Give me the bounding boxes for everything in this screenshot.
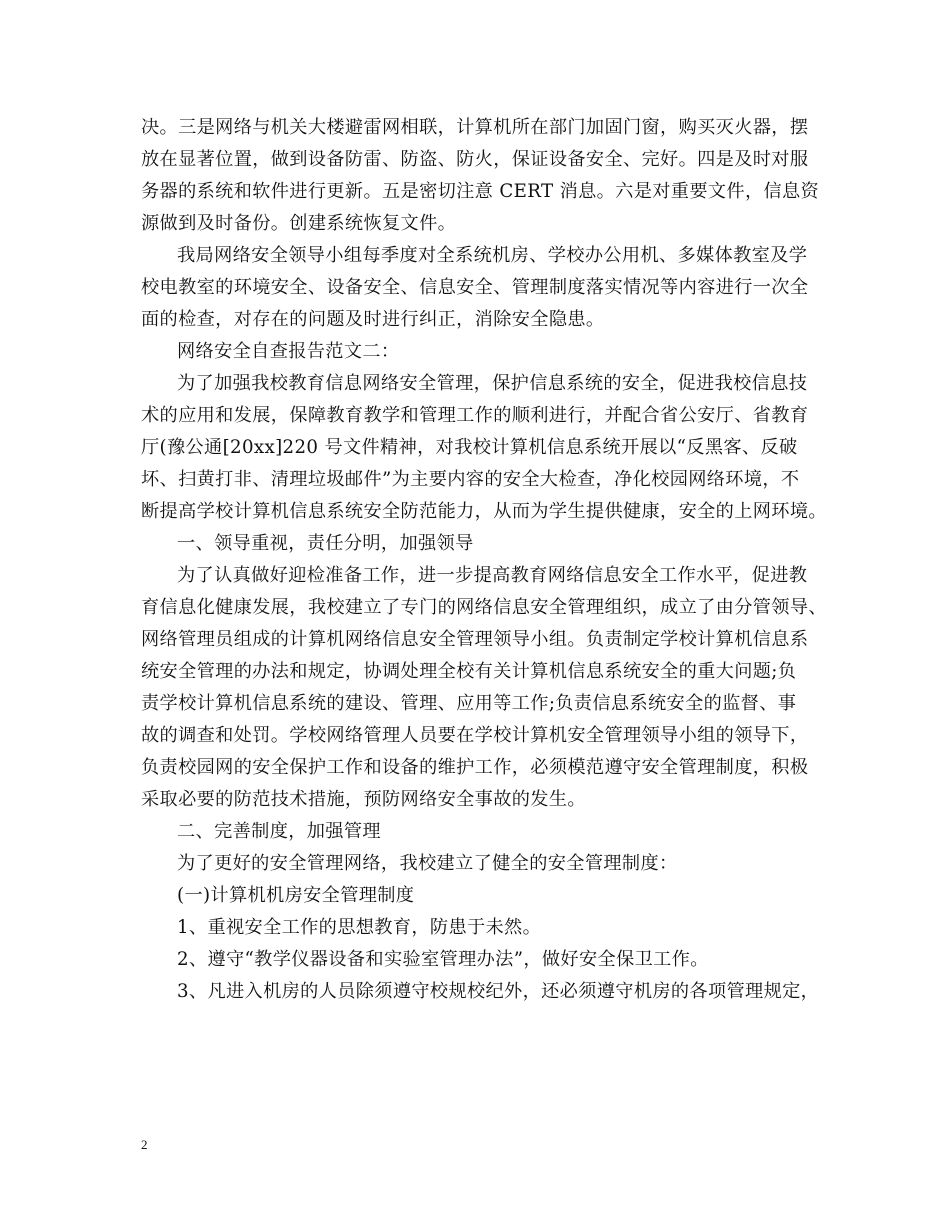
text-line: 网络管理员组成的计算机网络信息安全管理领导小组。负责制定学校计算机信息系 [141, 629, 809, 650]
text-line: 责学校计算机信息系统的建设、管理、应用等工作;负责信息系统安全的监督、事 [141, 693, 797, 714]
section-heading: 二、完善制度，加强管理 [177, 821, 381, 842]
document-body [141, 112, 827, 1008]
paragraph-line: 为了加强我校教育信息网络安全管理，保护信息系统的安全，促进我校信息技 [177, 373, 808, 394]
paragraph-line: 为了认真做好迎检准备工作，进一步提高教育网络信息安全工作水平，促进教 [177, 565, 808, 586]
text-line: 故的调查和处罚。学校网络管理人员要在学校计算机安全管理领导小组的领导下， [141, 725, 809, 746]
list-item: 1、重视安全工作的思想教育，防患于未然。 [177, 917, 542, 938]
text-line: 断提高学校计算机信息系统安全防范能力，从而为学生提供健康，安全的上网环境。 [141, 501, 827, 522]
text-line: 务器的系统和软件进行更新。五是密切注意 CERT 消息。六是对重要文件，信息资 [141, 181, 820, 202]
page-number: 2 [141, 1137, 148, 1152]
text-line: 厅(豫公通[20xx]220 号文件精神，对我校计算机信息系统开展以“反黑客、反破 [141, 437, 798, 458]
list-item: 3、凡进入机房的人员除须遵守校规校纪外，还必须遵守机房的各项管理规定， [177, 981, 820, 1002]
text-line: 决。三是网络与机关大楼避雷网相联，计算机所在部门加固门窗，购买灭火器，摆 [141, 117, 809, 138]
text-line: 负责校园网的安全保护工作和设备的维护工作，必须模范遵守安全管理制度，积极 [141, 757, 809, 778]
text-line: 采取必要的防范技术措施，预防网络安全事故的发生。 [141, 789, 586, 810]
text-line: 统安全管理的办法和规定，协调处理全校有关计算机信息系统安全的重大问题;负 [141, 661, 797, 682]
section-heading: 网络安全自查报告范文二： [177, 341, 400, 362]
text-line: 术的应用和发展，保障教育教学和管理工作的顺利进行，并配合省公安厅、省教育 [141, 405, 809, 426]
text-line: 源做到及时备份。创建系统恢复文件。 [141, 213, 457, 234]
text-line: 面的检查，对存在的问题及时进行纠正，消除安全隐患。 [141, 309, 605, 330]
subsection-heading: (一)计算机机房安全管理制度 [177, 885, 415, 906]
text-line: 校电教室的环境安全、设备安全、信息安全、管理制度落实情况等内容进行一次全 [141, 277, 809, 298]
paragraph-line: 为了更好的安全管理网络，我校建立了健全的安全管理制度： [177, 853, 678, 874]
text-line: 放在显著位置，做到设备防雷、防盗、防火，保证设备安全、完好。四是及时对服 [141, 149, 809, 170]
list-item: 2、遵守“教学仪器设备和实验室管理办法”，做好安全保卫工作。 [177, 949, 709, 970]
text-line: 坏、扫黄打非、清理垃圾邮件”为主要内容的安全大检查，净化校园网络环境，不 [141, 469, 800, 490]
text-line: 育信息化健康发展，我校建立了专门的网络信息安全管理组织，成立了由分管领导、 [141, 597, 827, 618]
paragraph-line: 我局网络安全领导小组每季度对全系统机房、学校办公用机、多媒体教室及学 [177, 245, 808, 266]
section-heading: 一、领导重视，责任分明，加强领导 [177, 533, 474, 554]
